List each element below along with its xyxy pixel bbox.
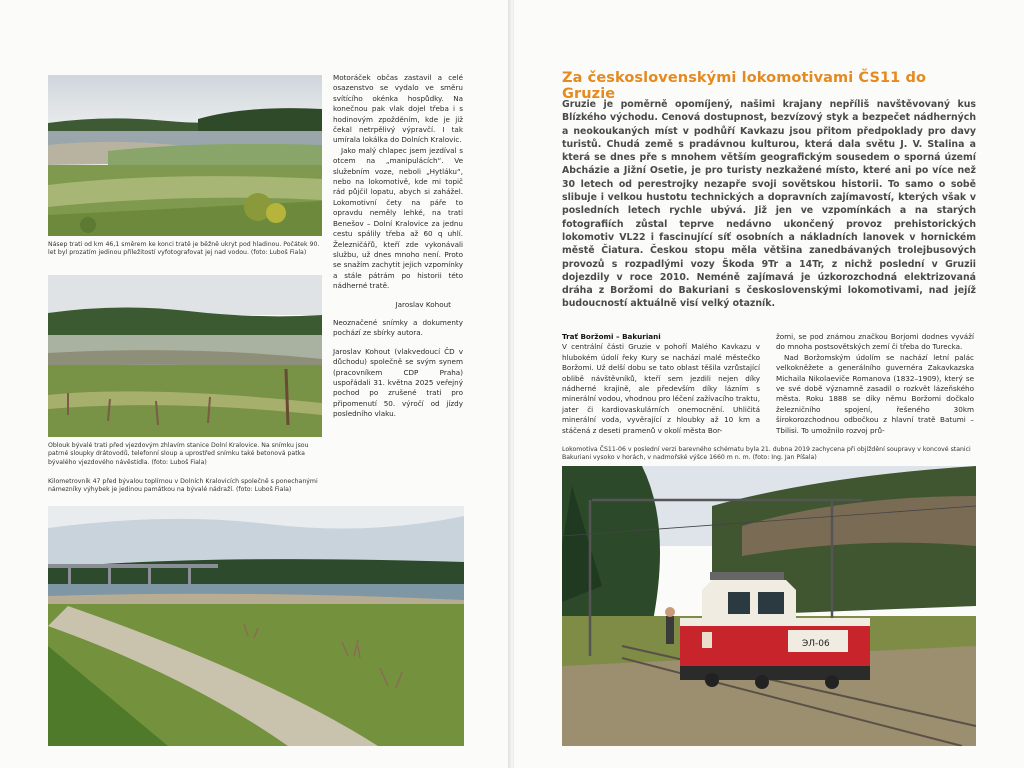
photo-dry-shoreline — [48, 506, 464, 746]
locomotive-number: ЭЛ-06 — [802, 639, 830, 649]
left-paragraph-1: Motoráček občas zastavil a celé osazenstvo se vydalo ve směru svítícího okénka hospůdky. Na konečnou pak vlak dojel třeba i s hodinovým zpožděním, kde je již čekal netrpělivý výpravčí. I tak umírala lokálka do Dolních Kralovic. — [333, 73, 463, 145]
photo-track-curve — [48, 275, 322, 437]
left-page — [0, 0, 510, 768]
reservoir-embankment-image — [48, 75, 322, 236]
right-column-1-text: V centrální části Gruzie v pohoří Malého Kavkazu v hlubokém údolí řeky Kury se nachází malé městečko Boržomi. Už delší dobu se tato oblast těšila vzrůstající oblibě návštěvníků, kteří sem jezdili nejen díky nádherné krajině, ale především díky lázním s minerální vodou, vhodnou pro léčení zažívacího traktu, jater či kardiovaskulárních onemocnění. Uhličitá minerální voda, vyvěrající z hloubky až 10 km a stáčená z deseti pramenů v okolí města Bor- — [562, 342, 760, 435]
photo-locomotive-cs11 — [562, 466, 976, 746]
photo-reservoir-embankment — [48, 75, 322, 236]
right-column-2-text-2: Nad Boržomským údolím se nachází letní palác velkokněžete a generálního guvernéra Zakavkazska Michaila Nikolaeviče Romanova (1832–1909), který se ve své době významně zasadil o rozkvět lázeňského města. Roku 1888 se díky němu Boržomi dočkalo železničního spojení, řešeného 30km širokorozchodnou odbočkou z hlavní tratě Batumi – Tbilisi. To umožnilo rozvoj prů- — [776, 352, 974, 435]
left-paragraph-2: Jako malý chlapec jsem jezdíval s otcem na „manipulácích“. Ve služebním voze, neboli „Hytláku“, nebo na lokomotivě, kde mi topič rád půjčil lopatu, abych si zahážel. Lokomotivní čety na páře to opravdu neměly lehké, na trati Benešov – Dolní Kralovice za jednu cestu spálily třeba až 60 q uhlí. Železničářů, kteří zde vykonávali službu, už dnes mnoho není. Proto se snažím zachytit jejich vzpomínky a stále pátrám po historii této nádherné tratě. — [333, 145, 463, 291]
article-lead: Gruzie je poměrně opomíjený, našimi krajany nepříliš navštěvovaný kus Blízkého východu. Cenová dostupnost, bezvízový styk a bezpečet nádherných a neokoukaných míst v podhůří Kavkazu jsou přitom předpoklady pro davy turistů. Chudá země s pradávnou kulturou, která dala světu J. V. Stalina a která se dnes pře s mnohem větším geografickým sousedem o sporná území Abcházie a Jižní Osetie, je pro turisty nezkažené místo, které ani po více než 30 letech od perestrojky nezapře svoji sovětskou historii. To samo o sobě slibuje i velkou hustotu technických a dopravních zajímavostí, kterých však v posledních letech rychle ubývá. Již jen ve vzpomínkách a na starých fotografiích zůstal teprve nedávno ukončený provoz prehistorických lokomotiv VL22 i fascinující síť osobních a nákladních lanovek v hornickém městě Čiatura. Českou stopu měla většina zanedbávaných trolejbusových provozů s rozpadlými vozy Škoda 9Tr a 14Tr, z nichž poslední v Gruzii dojezdily v roce 2010. Neméně zajímavá je úzkorozchodná elektrizovaná dráha z Boržomi do Bakuriani s československými lokomotivami, nad jejíž budoucností aktuálně visí velký otazník. — [562, 99, 976, 310]
caption-photo3: Kilometrovník 47 před bývalou toplírnou v Dolních Kralovicích společně s ponechanými námezníky výhybek je jedinou památkou na bývalé nádraží. (foto: Luboš Fiala) — [48, 478, 318, 494]
dry-shoreline-image — [48, 506, 464, 746]
caption-photo2: Oblouk bývalé trati před vjezdovým zhlavím stanice Dolní Kralovice. Na snímku jsou patrné sloupky drátovodů, telefonní sloup a uprostřed snímku také betonová patka bývalého vjezdového návěstidla. (foto: Luboš Fiala) — [48, 442, 309, 466]
locomotive-caption: Lokomotiva ČS11-06 v poslední verzi barevného schématu byla 21. dubna 2019 zachycena při objíždění soupravy v koncové stanici Bakuriani vysoko v horách, v nadmořské výšce 1660 m n. m. (foto: Ing. Jan Píšala) — [562, 446, 971, 462]
article-title: Za československými lokomotivami ČS11 do Gruzie — [562, 70, 927, 102]
author-bio: Jaroslav Kohout (vlakvedoucí ČD v důchodu) společně se svým synem (pracovníkem CDP Praha) uspořádali 31. května 2025 veřejný pochod po zrušené trati pro připomenutí 50. výročí od jízdy posledního vlaku. — [333, 346, 463, 419]
section-subhead: Trať Boržomi – Bakuriani — [562, 332, 661, 341]
track-curve-image — [48, 275, 322, 437]
right-column-2-text-1: žomi, se pod známou značkou Borjomi dodnes vyváží do mnoha postsovětských zemí či třeba do Turecka. — [776, 332, 974, 352]
left-text-column — [333, 73, 463, 420]
author-signature: Jaroslav Kohout — [395, 299, 451, 309]
photo-note: Neoznačené snímky a dokumenty pochází ze sbírky autora. — [333, 317, 463, 338]
caption-photo1: Násep trati od km 46,1 směrem ke konci tratě je běžně ukryt pod hladinou. Počátek 90. let byl prozatím jedinou příležitostí vyfotografovat jej nad vodou. (foto: Luboš Fiala) — [48, 241, 320, 257]
right-column-2 — [776, 332, 974, 436]
right-column-1 — [562, 332, 760, 436]
locomotive-image — [562, 466, 976, 746]
